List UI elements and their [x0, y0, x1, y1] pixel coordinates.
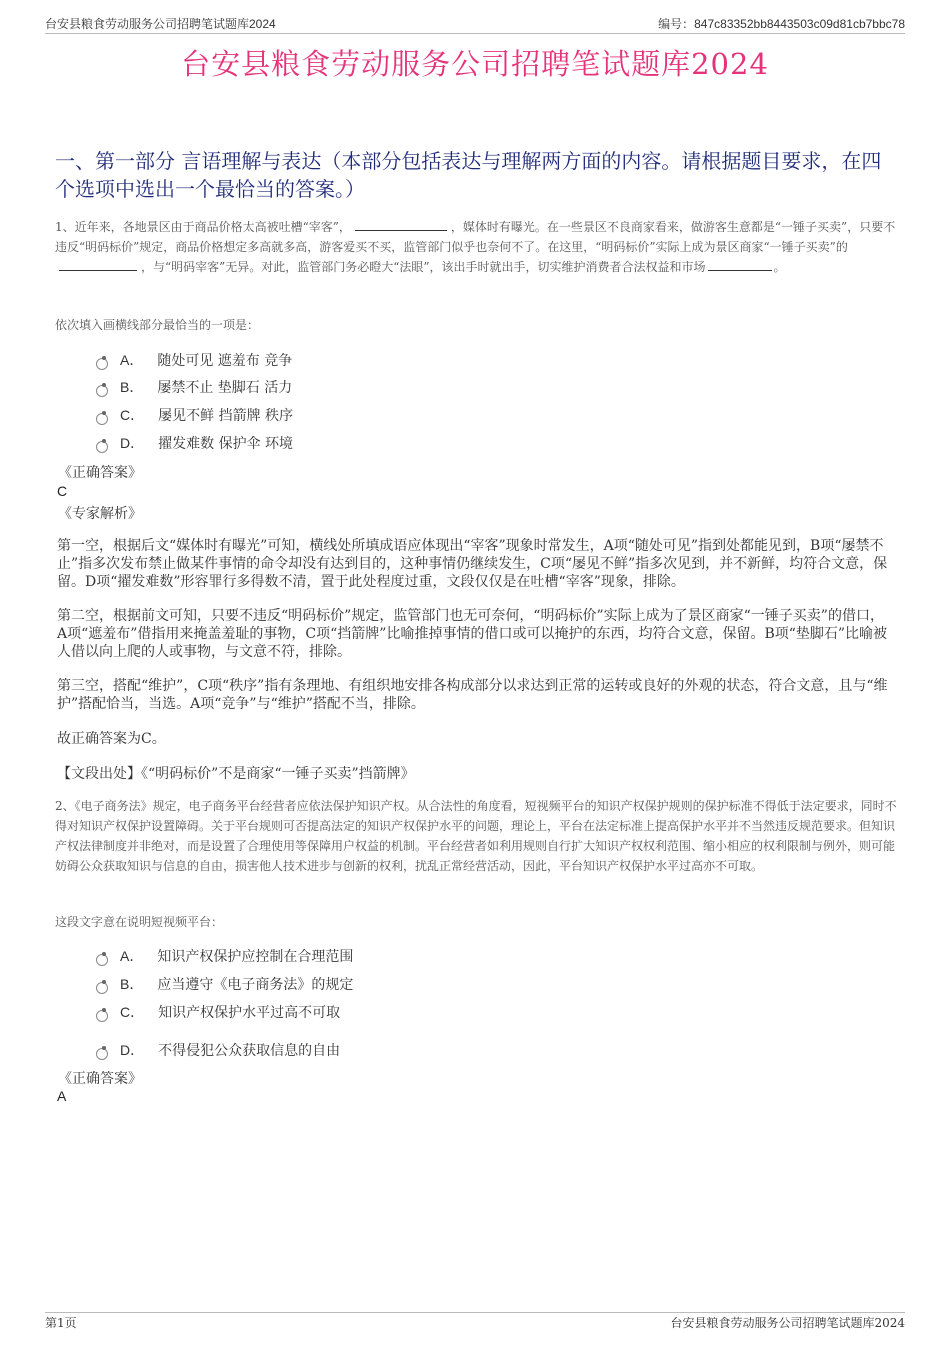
- question-1-answer: C: [57, 483, 68, 499]
- fill-blank-2: [59, 258, 137, 271]
- option-text: 擢发难数 保护伞 环境: [158, 436, 294, 452]
- footer-page-number: 第1页: [45, 1316, 77, 1330]
- analysis-source: 【文段出处】《“明码标价”不是商家“一锤子买卖”挡箭牌》: [57, 766, 415, 782]
- radio-icon[interactable]: [96, 954, 108, 966]
- header-divider: [45, 33, 905, 34]
- option-text: 不得侵犯公众获取信息的自由: [158, 1043, 341, 1059]
- question-1-stem-part-4: 。: [773, 260, 786, 274]
- radio-icon[interactable]: [96, 413, 108, 425]
- option-text: 知识产权保护水平过高不可取: [158, 1005, 341, 1021]
- radio-icon[interactable]: [96, 1048, 108, 1060]
- option-text: 随处可见 遮羞布 竞争: [157, 353, 293, 369]
- question-2-option-b[interactable]: [96, 974, 353, 994]
- analysis-conclusion: 故正确答案为C。: [57, 731, 166, 747]
- analysis-paragraph-3: 第三空，搭配“维护”，C项“秩序”指有条理地、有组织地安排各构成部分以求达到正常的运转或良好的外观的状态，符合文意，且与“维护”搭配恰当，当选。A项“竞争”与“维护”搭配不当，排除。: [57, 678, 888, 712]
- question-2-answer-label: 《正确答案》: [58, 1071, 142, 1087]
- question-1-stem-part-2: ，媒体时有曝光。在一些景区不良商家看来，做游客生意都是“一锤子买卖”，只要不违反“明码标价”规定，商品价格想定多高就多高，游客爱买不买，监管部门似乎也奈何不了。在这里，“明码标价”实际上成为景区商家“一锤子买卖”的: [55, 220, 896, 254]
- option-text: 屡见不鲜 挡箭牌 秩序: [158, 408, 294, 424]
- option-letter: D．: [120, 1042, 145, 1058]
- question-2-stem: 2、《电子商务法》规定，电子商务平台经营者应依法保护知识产权。从合法性的角度看，短视频平台的知识产权保护规则的保护标准不得低于法定要求，同时不得对知识产权保护设置障碍。关于平台规则可否提高法定的知识产权保护水平的问题，理论上，平台在法定标准上提高保护水平并不当然违反规范要求。但知识产权法律制度并非绝对，而是设置了合理使用等保障用户权益的机制。平台经营者如利用规则自行扩大知识产权权利范围、缩小相应的权利限制与例外，则可能妨碍公众获取知识与信息的自由，损害他人技术进步与创新的权利，扰乱正常经营活动，因此，平台知识产权保护水平过高亦不可取。: [55, 799, 897, 873]
- question-2-option-a[interactable]: [96, 946, 353, 966]
- radio-icon[interactable]: [96, 1010, 108, 1022]
- option-text: 屡禁不止 垫脚石 活力: [157, 380, 293, 396]
- radio-icon[interactable]: [96, 385, 108, 397]
- header-doc-number: 编号：847c83352bb8443503c09d81cb7bbc78: [658, 17, 905, 31]
- question-1-option-d[interactable]: [96, 433, 293, 453]
- option-letter: B．: [120, 976, 144, 992]
- question-1-stem-part-1: 1、近年来，各地景区由于商品价格太高被吐槽“宰客”，: [55, 220, 351, 234]
- section-heading: 一、第一部分 言语理解与表达（本部分包括表达与理解两方面的内容。请根据题目要求，在四个选项中选出一个最恰当的答案。）: [55, 149, 882, 201]
- fill-blank-1: [355, 218, 447, 231]
- option-letter: A．: [120, 352, 144, 368]
- analysis-paragraph-2: 第二空，根据前文可知，只要不违反“明码标价”规定，监管部门也无可奈何，“明码标价”实际上成为了景区商家“一锤子买卖”的借口，A项“遮羞布”借指用来掩盖羞耻的事物，C项“挡箭牌”比喻推掉事情的借口或可以掩护的东西，均符合文意，保留。B项“垫脚石”比喻被人借以向上爬的人或事物，与文意不符，排除。: [57, 608, 888, 660]
- radio-icon[interactable]: [96, 358, 108, 370]
- fill-blank-3: [708, 258, 772, 271]
- question-1-option-c[interactable]: [96, 405, 293, 425]
- option-letter: D．: [120, 435, 145, 451]
- question-1-prompt: 依次填入画横线部分最恰当的一项是：: [55, 318, 260, 332]
- question-1-option-b[interactable]: [96, 377, 292, 397]
- question-1-stem-part-3: ，与“明码宰客”无异。对此，监管部门务必瞪大“法眼”，该出手时就出手，切实维护消费者合法权益和市场: [141, 260, 706, 274]
- question-1-stem: [55, 217, 900, 277]
- option-letter: C．: [120, 1004, 145, 1020]
- question-1-analysis-label: 《专家解析》: [58, 506, 142, 522]
- option-letter: B．: [120, 379, 144, 395]
- question-1-option-a[interactable]: [96, 350, 292, 370]
- footer-doc-title: 台安县粮食劳动服务公司招聘笔试题库2024: [670, 1316, 905, 1330]
- analysis-paragraph-1: 第一空，根据后文“媒体时有曝光”可知，横线处所填成语应体现出“宰客”现象时常发生，A项“随处可见”指到处都能见到，B项“屡禁不止”指多次发布禁止做某件事情的命令却没有达到目的，这种事情仍继续发生，C项“屡见不鲜”指多次见到，并不新鲜，均符合文意，保留。D项“擢发难数”形容罪行多得数不清，置于此处程度过重，文段仅仅是在吐槽“宰客”现象，排除。: [57, 538, 888, 590]
- radio-icon[interactable]: [96, 441, 108, 453]
- option-letter: C．: [120, 407, 145, 423]
- footer-divider: [45, 1312, 905, 1313]
- option-text: 知识产权保护应控制在合理范围: [157, 949, 354, 965]
- question-2-answer: A: [57, 1088, 67, 1104]
- option-text: 应当遵守《电子商务法》的规定: [157, 977, 354, 993]
- page-title: 台安县粮食劳动服务公司招聘笔试题库2024: [181, 47, 769, 81]
- question-2-option-d[interactable]: [96, 1040, 340, 1060]
- option-letter: A．: [120, 948, 144, 964]
- question-2-prompt: 这段文字意在说明短视频平台：: [55, 915, 224, 929]
- question-2-option-c[interactable]: [96, 1002, 340, 1022]
- header-doc-title: 台安县粮食劳动服务公司招聘笔试题库2024: [45, 17, 276, 31]
- radio-icon[interactable]: [96, 982, 108, 994]
- question-1-answer-label: 《正确答案》: [58, 465, 142, 481]
